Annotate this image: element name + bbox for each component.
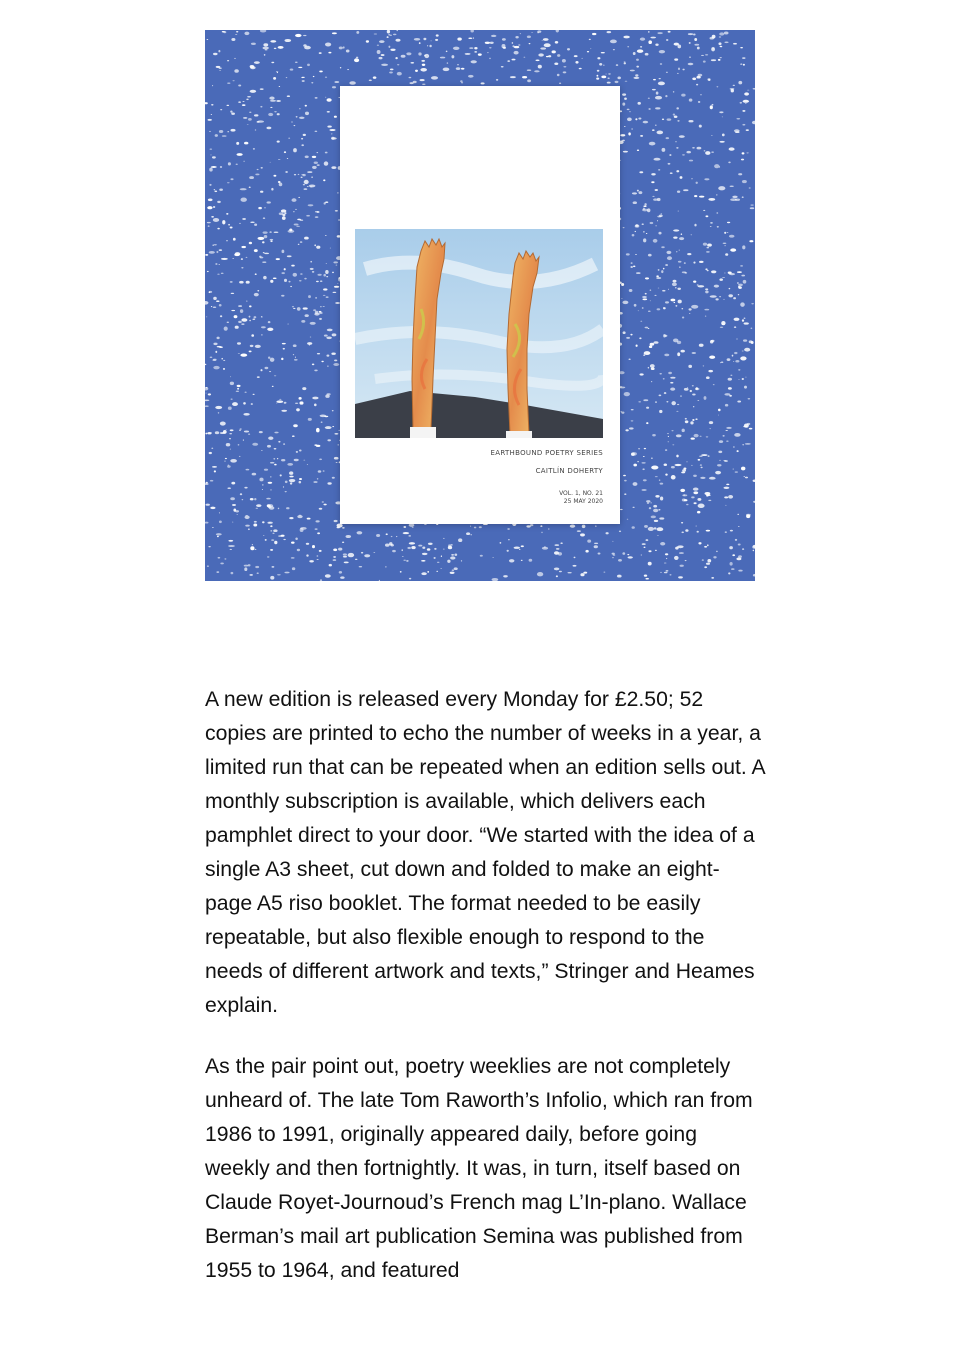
- article-paragraph: A new edition is released every Monday for £2.50; 52 copies are printed to echo the number of weeks in a year, a limited run that can be repeated when an edition sells out. A monthly subscription is available, which delivers each pamphlet direct to your door. “We started with the idea of a single A3 sheet, cut down and folded to make an eight-page A5 riso booklet. The format needed to be easily repeatable, but also flexible enough to respond to the needs of different artwork and texts,” Stringer and Heames explain.: [205, 688, 765, 1017]
- cover-illustration: [355, 229, 603, 438]
- cover-date: 25 MAY 2020: [563, 498, 603, 505]
- article-paragraph: As the pair point out, poetry weeklies are not completely unheard of. The late Tom Raworth’s Infolio, which ran from 1986 to 1991, originally appeared daily, before going weekly and then fortnightly. It was, in turn, itself based on Claude Royet-Journoud’s French mag L’In-plano. Wallace Berman’s mail art publication Semina was published from 1955 to 1964, and featured: [205, 1055, 753, 1282]
- booklet-cover: [340, 86, 620, 524]
- article-body: [205, 683, 765, 1315]
- cover-author: CAITLÍN DOHERTY: [535, 467, 603, 475]
- cover-volume: VOL. 1, NO. 21: [559, 490, 603, 497]
- hero-image: [205, 30, 755, 581]
- cover-series-title: EARTHBOUND POETRY SERIES: [490, 449, 603, 457]
